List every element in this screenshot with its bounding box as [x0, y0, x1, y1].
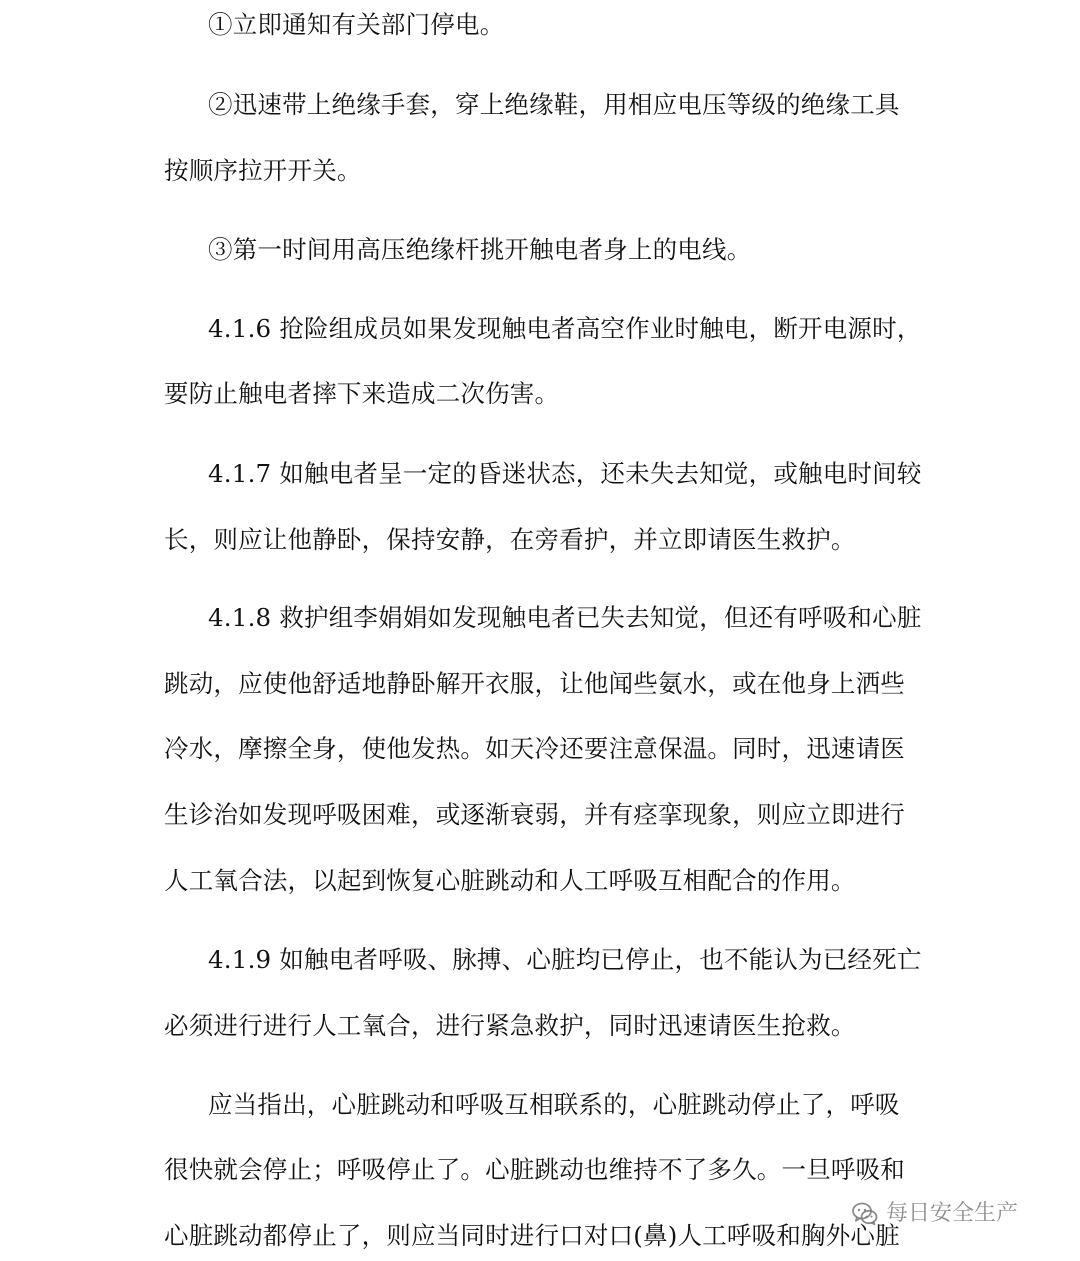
text-line: 跳动，应使他舒适地静卧解开衣服，让他闻些氨水，或在他身上洒些	[164, 669, 905, 698]
text-line: 要防止触电者摔下来造成二次伤害。	[164, 379, 560, 408]
wechat-icon	[852, 1202, 878, 1226]
text-line: 应当指出，心脏跳动和呼吸互相联系的，心脏跳动停止了，呼吸	[208, 1090, 900, 1119]
text-line: ②迅速带上绝缘手套，穿上绝缘鞋，用相应电压等级的绝缘工具	[208, 90, 900, 119]
watermark-text: 每日安全生产	[886, 1201, 1019, 1226]
text-line: ③第一时间用高压绝缘杆挑开触电者身上的电线。	[208, 235, 752, 264]
text-line: 4.1.6 抢险组成员如果发现触电者高空作业时触电，断开电源时，	[208, 314, 922, 343]
text-line: 按顺序拉开开关。	[164, 156, 362, 185]
text-line: 很快就会停止；呼吸停止了。心脏跳动也维持不了多久。一旦呼吸和	[164, 1155, 905, 1184]
text-line: 必须进行进行人工氧合，进行紧急救护，同时迅速请医生抢救。	[164, 1011, 856, 1040]
text-line: 长，则应让他静卧，保持安静，在旁看护，并立即请医生救护。	[164, 525, 856, 554]
text-line: 4.1.7 如触电者呈一定的昏迷状态，还未失去知觉，或触电时间较	[208, 459, 922, 488]
text-line: 生诊治如发现呼吸困难，或逐渐衰弱，并有痉挛现象，则应立即进行	[164, 800, 905, 829]
text-line: 4.1.8 救护组李娟娟如发现触电者已失去知觉，但还有呼吸和心脏	[208, 603, 922, 632]
text-line: 4.1.9 如触电者呼吸、脉搏、心脏均已停止，也不能认为已经死亡	[208, 945, 922, 974]
text-line: ①立即通知有关部门停电。	[208, 10, 505, 39]
text-line: 人工氧合法，以起到恢复心脏跳动和人工呼吸互相配合的作用。	[164, 866, 856, 895]
text-line: 心脏跳动都停止了，则应当同时进行口对口(鼻)人工呼吸和胸外心脏	[164, 1221, 900, 1250]
text-line: 冷水，摩擦全身，使他发热。如天冷还要注意保温。同时，迅速请医	[164, 734, 905, 763]
watermark	[852, 1199, 1018, 1229]
